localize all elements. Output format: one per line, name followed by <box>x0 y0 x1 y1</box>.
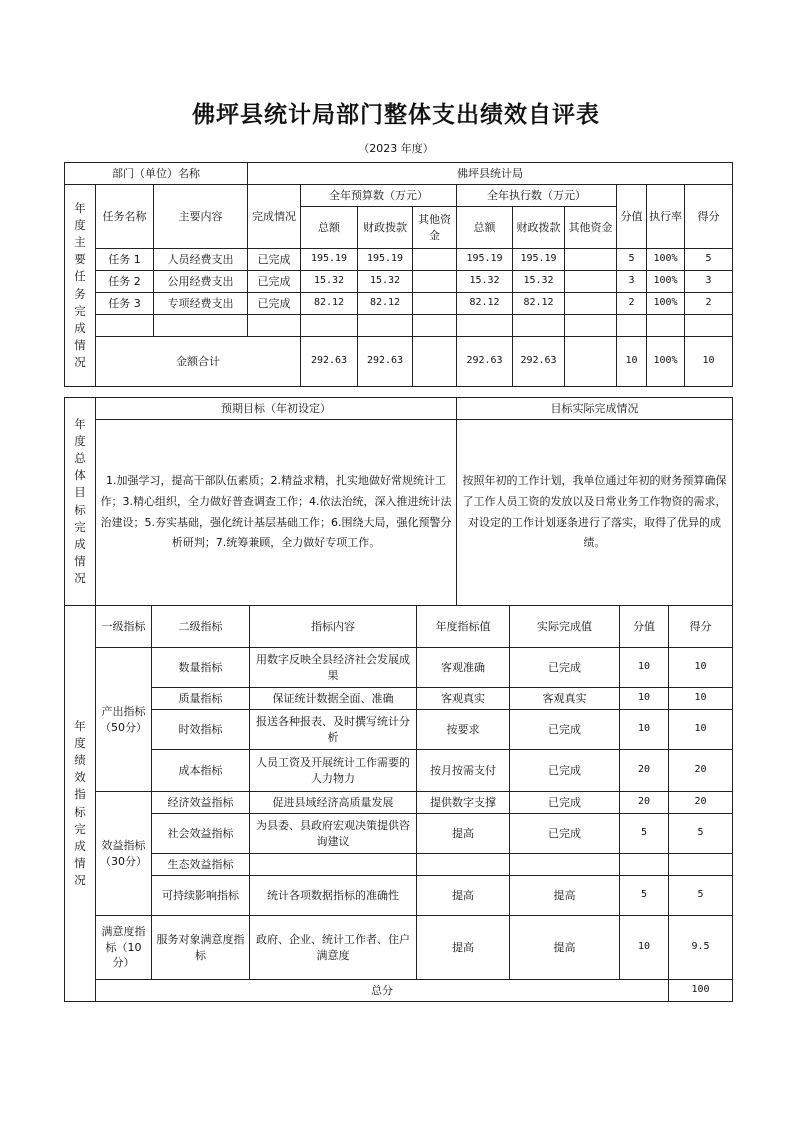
actual-goal-header: 目标实际完成情况 <box>457 398 733 420</box>
indicator-level2: 社会效益指标 <box>152 814 250 854</box>
indicator-group-label: 产出指标（50分） <box>96 648 152 792</box>
total-value: 10 <box>617 337 647 387</box>
actual-fiscal: 82.12 <box>513 293 565 315</box>
indicator-level2: 经济效益指标 <box>152 792 250 814</box>
page-subtitle: （2023 年度） <box>358 142 434 155</box>
col-budget: 全年预算数（万元） <box>301 185 457 207</box>
indicator-score: 10 <box>669 688 733 710</box>
task-rate: 100% <box>647 271 685 293</box>
indicator-row <box>65 688 733 710</box>
goals-section-label: 年度总体目标完成情况 <box>65 398 96 606</box>
task-name: 任务 3 <box>96 293 154 315</box>
task-name: 任务 1 <box>96 249 154 271</box>
col-score-value: 分值 <box>617 185 647 249</box>
indicator-actual: 已完成 <box>510 814 620 854</box>
task-content: 人员经费支出 <box>154 249 248 271</box>
total-score: 10 <box>685 337 733 387</box>
indicator-row <box>65 710 733 750</box>
indicator-content: 统计各项数据指标的准确性 <box>250 876 417 916</box>
indicator-level2: 服务对象满意度指标 <box>152 916 250 980</box>
total-actual-fiscal: 292.63 <box>513 337 565 387</box>
col-task-status: 完成情况 <box>248 185 301 249</box>
indicator-group-label: 效益指标（30分） <box>96 792 152 916</box>
budget-fiscal: 15.32 <box>358 271 413 293</box>
col-exec-rate: 执行率 <box>647 185 685 249</box>
budget-total: 195.19 <box>301 249 358 271</box>
indicator-score: 20 <box>669 750 733 792</box>
total-label: 金额合计 <box>96 337 301 387</box>
col-score: 得分 <box>685 185 733 249</box>
total-budget-fiscal: 292.63 <box>358 337 413 387</box>
indicator-level2: 可持续影响指标 <box>152 876 250 916</box>
performance-section-label: 年度绩效指标完成情况 <box>65 606 96 1002</box>
task-row-empty <box>65 315 733 337</box>
performance-table <box>64 605 733 1002</box>
col-budget-other: 其他资金 <box>413 207 457 249</box>
actual-total: 82.12 <box>457 293 513 315</box>
actual-other <box>565 293 617 315</box>
tasks-section-label: 年度主要任务完成情况 <box>65 185 96 387</box>
indicator-level2: 成本指标 <box>152 750 250 792</box>
indicator-target: 提高 <box>417 814 510 854</box>
task-content: 公用经费支出 <box>154 271 248 293</box>
actual-other <box>565 271 617 293</box>
col-task-content: 主要内容 <box>154 185 248 249</box>
task-status: 已完成 <box>248 249 301 271</box>
col-level2: 二级指标 <box>152 606 250 648</box>
budget-other <box>413 249 457 271</box>
indicator-level2: 生态效益指标 <box>152 854 250 876</box>
indicator-actual: 客观真实 <box>510 688 620 710</box>
indicator-score: 9.5 <box>669 916 733 980</box>
col-actual: 全年执行数（万元） <box>457 185 617 207</box>
indicator-row <box>65 854 733 876</box>
indicator-target: 按月按需支付 <box>417 750 510 792</box>
actual-other <box>565 249 617 271</box>
total-rate: 100% <box>647 337 685 387</box>
col-level1: 一级指标 <box>96 606 152 648</box>
task-rate: 100% <box>647 293 685 315</box>
indicator-score: 10 <box>669 648 733 688</box>
indicator-content: 促进县域经济高质量发展 <box>250 792 417 814</box>
indicator-level2: 质量指标 <box>152 688 250 710</box>
indicator-score: 5 <box>669 814 733 854</box>
budget-other <box>413 293 457 315</box>
task-status: 已完成 <box>248 293 301 315</box>
indicator-group-label: 满意度指标（10分） <box>96 916 152 980</box>
budget-other <box>413 271 457 293</box>
indicator-actual: 已完成 <box>510 792 620 814</box>
task-score: 3 <box>685 271 733 293</box>
indicator-content: 人员工资及开展统计工作需要的人力物力 <box>250 750 417 792</box>
col-actual-fiscal: 财政拨款 <box>513 207 565 249</box>
indicator-content: 政府、企业、统计工作者、住户满意度 <box>250 916 417 980</box>
indicator-target: 提高 <box>417 876 510 916</box>
indicator-value: 10 <box>620 648 669 688</box>
expected-goal-text: 1.加强学习，提高干部队伍素质；2.精益求精，扎实地做好常规统计工作；3.精心组织，全力做好普查调查工作；4.依法治统，深入推进统计法治建设；5.夯实基础，强化统计基层基础工作；6.围绕大局，强化预警分析研判；7.统筹兼顾，全力做好专项工作。 <box>96 420 457 606</box>
indicator-score: 5 <box>669 876 733 916</box>
col-actual-value: 实际完成值 <box>510 606 620 648</box>
indicator-level2: 时效指标 <box>152 710 250 750</box>
col-actual-other: 其他资金 <box>565 207 617 249</box>
grand-total-label: 总分 <box>96 980 669 1002</box>
task-score: 5 <box>685 249 733 271</box>
indicator-target: 按要求 <box>417 710 510 750</box>
task-rate: 100% <box>647 249 685 271</box>
actual-total: 15.32 <box>457 271 513 293</box>
indicator-target: 客观真实 <box>417 688 510 710</box>
actual-fiscal: 195.19 <box>513 249 565 271</box>
goals-table <box>64 397 733 606</box>
indicator-row <box>65 916 733 980</box>
total-budget-total: 292.63 <box>301 337 358 387</box>
indicator-actual: 提高 <box>510 916 620 980</box>
indicator-actual: 已完成 <box>510 710 620 750</box>
indicator-score: 10 <box>669 710 733 750</box>
col-target-value: 年度指标值 <box>417 606 510 648</box>
task-status: 已完成 <box>248 271 301 293</box>
indicator-target: 提高 <box>417 916 510 980</box>
task-content: 专项经费支出 <box>154 293 248 315</box>
indicator-target <box>417 854 510 876</box>
actual-goal-text: 按照年初的工作计划，我单位通过年初的财务预算确保了工作人员工资的发放以及日常业务工作物资的需求，对设定的工作计划逐条进行了落实，取得了优异的成绩。 <box>457 420 733 606</box>
task-value: 2 <box>617 293 647 315</box>
task-value: 3 <box>617 271 647 293</box>
indicator-value: 5 <box>620 814 669 854</box>
col-budget-total: 总额 <box>301 207 358 249</box>
indicator-content: 保证统计数据全面、准确 <box>250 688 417 710</box>
indicator-row <box>65 648 733 688</box>
indicator-value: 20 <box>620 750 669 792</box>
indicator-actual: 提高 <box>510 876 620 916</box>
indicator-content: 报送各种报表、及时撰写统计分析 <box>250 710 417 750</box>
indicator-content: 用数字反映全县经济社会发展成果 <box>250 648 417 688</box>
actual-total: 195.19 <box>457 249 513 271</box>
total-actual-total: 292.63 <box>457 337 513 387</box>
task-row <box>65 271 733 293</box>
indicator-level2: 数量指标 <box>152 648 250 688</box>
col-indicator-content: 指标内容 <box>250 606 417 648</box>
indicator-score <box>669 854 733 876</box>
indicator-content <box>250 854 417 876</box>
dept-name: 佛坪县统计局 <box>248 163 733 185</box>
task-total-row <box>65 337 733 387</box>
task-row <box>65 293 733 315</box>
indicator-row <box>65 876 733 916</box>
indicator-value: 20 <box>620 792 669 814</box>
budget-fiscal: 82.12 <box>358 293 413 315</box>
dept-label: 部门（单位）名称 <box>65 163 248 185</box>
expected-goal-header: 预期目标（年初设定） <box>96 398 457 420</box>
indicator-row <box>65 792 733 814</box>
grand-total-value: 100 <box>669 980 733 1002</box>
indicator-row <box>65 750 733 792</box>
budget-total: 15.32 <box>301 271 358 293</box>
col-score: 得分 <box>669 606 733 648</box>
task-name: 任务 2 <box>96 271 154 293</box>
indicator-target: 提供数字支撑 <box>417 792 510 814</box>
indicator-value: 10 <box>620 916 669 980</box>
indicator-value: 10 <box>620 688 669 710</box>
indicator-row <box>65 814 733 854</box>
indicator-actual: 已完成 <box>510 648 620 688</box>
budget-fiscal: 195.19 <box>358 249 413 271</box>
indicator-actual: 已完成 <box>510 750 620 792</box>
indicator-target: 客观准确 <box>417 648 510 688</box>
indicator-actual <box>510 854 620 876</box>
col-budget-fiscal: 财政拨款 <box>358 207 413 249</box>
page-title: 佛坪县统计局部门整体支出绩效自评表 <box>192 101 600 128</box>
budget-total: 82.12 <box>301 293 358 315</box>
task-score: 2 <box>685 293 733 315</box>
actual-fiscal: 15.32 <box>513 271 565 293</box>
performance-total-row <box>65 980 733 1002</box>
task-completion-table <box>64 162 733 387</box>
col-actual-total: 总额 <box>457 207 513 249</box>
task-value: 5 <box>617 249 647 271</box>
col-task-name: 任务名称 <box>96 185 154 249</box>
indicator-value: 10 <box>620 710 669 750</box>
task-row <box>65 249 733 271</box>
col-value: 分值 <box>620 606 669 648</box>
indicator-score: 20 <box>669 792 733 814</box>
indicator-value: 5 <box>620 876 669 916</box>
indicator-content: 为县委、县政府宏观决策提供咨询建议 <box>250 814 417 854</box>
indicator-value <box>620 854 669 876</box>
